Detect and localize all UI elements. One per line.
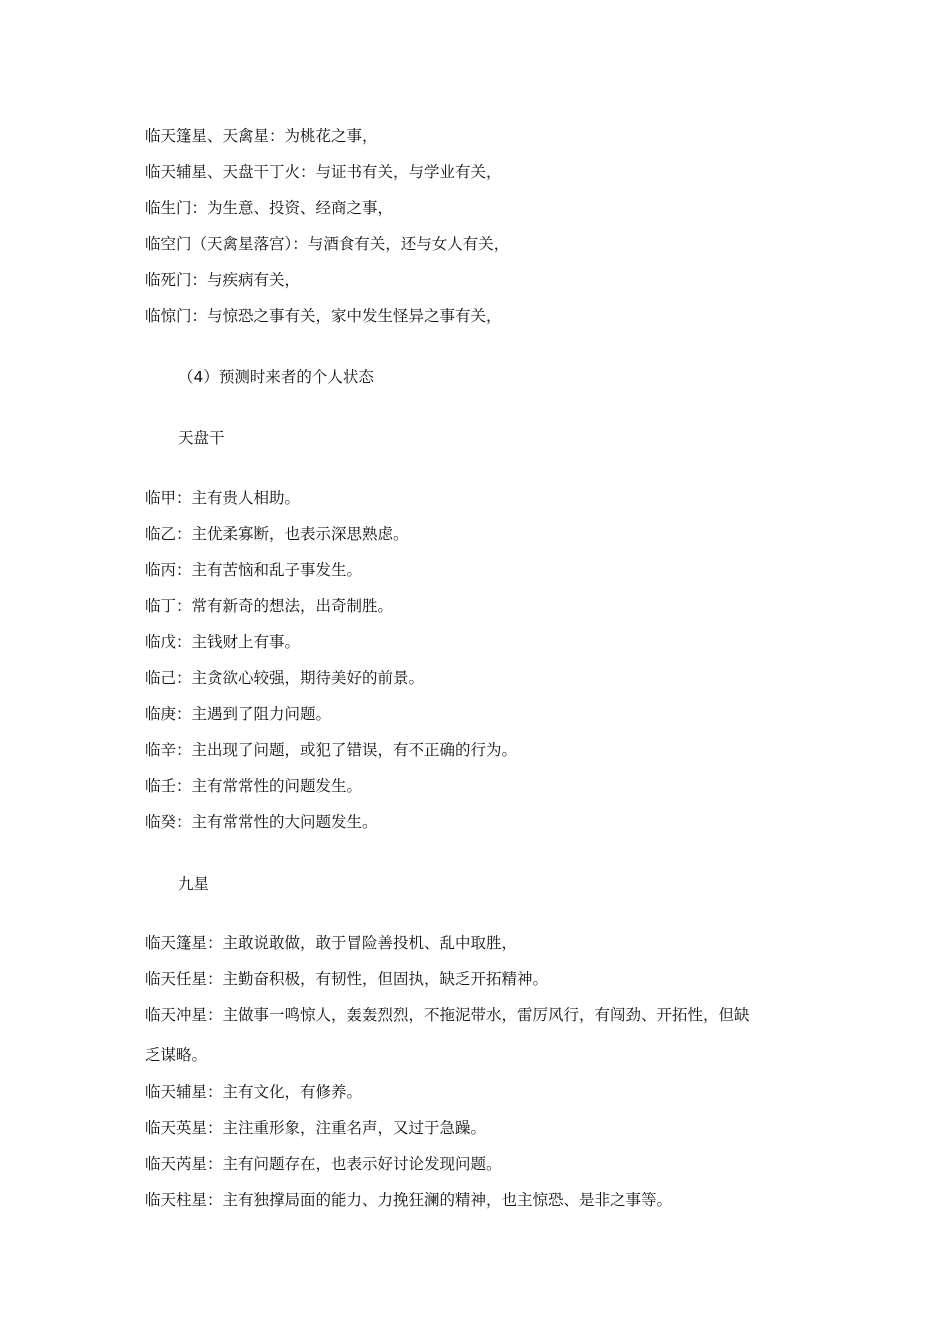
list-item: 临天英星：主注重形象，注重名声，又过于急躁。 [145,1119,487,1137]
list-item: 临天冲星：主做事一鸣惊人，轰轰烈烈，不拖泥带水，雷厉风行，有闯劲、开拓性，但缺 [145,1006,750,1024]
text-line: 临天篷星、天禽星：为桃花之事， [145,127,378,145]
list-item: 临辛：主出现了问题，或犯了错误，有不正确的行为。 [145,741,518,759]
list-item: 临天芮星：主有问题存在，也表示好讨论发现问题。 [145,1155,502,1173]
list-item: 临丙：主有苦恼和乱子事发生。 [145,561,363,579]
list-item: 临甲：主有贵人相助。 [145,489,301,507]
list-item: 临乙：主优柔寡断，也表示深思熟虑。 [145,525,409,543]
text-line: 临空门（天禽星落宫）：与酒食有关，还与女人有关， [145,235,510,253]
subsection-title: 天盘干 [178,429,225,447]
list-item: 临己：主贪欲心较强，期待美好的前景。 [145,669,425,687]
section-heading: （4）预测时来者的个人状态 [178,368,374,386]
text-line: 临死门：与疾病有关， [145,271,301,289]
subsection-title: 九星 [178,875,210,893]
list-item: 临戊：主钱财上有事。 [145,633,301,651]
list-item: 临壬：主有常常性的问题发生。 [145,777,363,795]
list-item: 临天篷星：主敢说敢做，敢于冒险善投机、乱中取胜， [145,934,518,952]
list-item: 临天柱星：主有独撑局面的能力、力挽狂澜的精神，也主惊恐、是非之事等。 [145,1191,673,1209]
list-item: 临天辅星：主有文化，有修养。 [145,1083,363,1101]
list-item: 临天任星：主勤奋积极，有韧性，但固执，缺乏开拓精神。 [145,970,549,988]
list-item: 临庚：主遇到了阻力问题。 [145,705,332,723]
text-line: 临天辅星、天盘干丁火：与证书有关，与学业有关， [145,163,502,181]
text-line: 临惊门：与惊恐之事有关，家中发生怪异之事有关， [145,307,502,325]
list-item: 临癸：主有常常性的大问题发生。 [145,813,378,831]
list-item: 临丁：常有新奇的想法，出奇制胜。 [145,597,394,615]
text-line: 临生门：为生意、投资、经商之事， [145,199,394,217]
list-item-continuation: 乏谋略。 [145,1046,208,1064]
